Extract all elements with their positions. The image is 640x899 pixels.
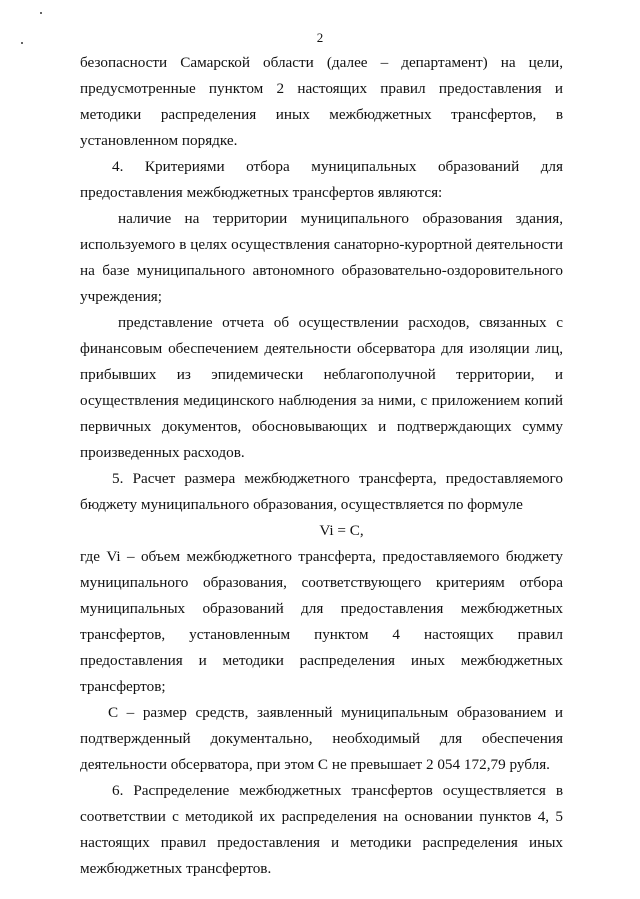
paragraph-criterion-report: представление отчета об осуществлении расходов, связанных с финансовым обеспечением деятельности обсерватора для изоляции лиц, прибывших из эпидемически неблагополучной территории, и осуществления медицинского наблюдения за ними, с приложением копий первичных документов, обосновывающих и подтверждающих сумму произведенных расходов. <box>80 314 563 461</box>
document-body <box>80 50 563 882</box>
paragraph-where-vi: где Vi – объем межбюджетного трансферта, предоставляемого бюджету муниципального образования, соответствующего критериям отбора муниципальных образований для предоставления межбюджетных трансфертов, установленным пунктом 4 настоящих правил предоставления и методики распределения иных межбюджетных трансфертов; <box>80 548 563 695</box>
paragraph-item-5: 5. Расчет размера межбюджетного трансферта, предоставляемого бюджету муниципального образования, осуществляется по формуле <box>80 470 563 513</box>
paragraph-criterion-building: наличие на территории муниципального образования здания, используемого в целях осуществления санаторно-курортной деятельности на базе муниципального автономного образовательно-оздоровительного учреждения; <box>80 210 563 305</box>
paragraph-item-4: 4. Критериями отбора муниципальных образований для предоставления межбюджетных трансфертов являются: <box>80 158 563 201</box>
paragraph-where-c: С – размер средств, заявленный муниципальным образованием и подтвержденный документально, необходимый для обеспечения деятельности обсерватора, при этом С не превышает 2 054 172,79 рубля. <box>80 704 563 773</box>
formula: Vi = C, <box>319 522 364 539</box>
paragraph-item-6: 6. Распределение межбюджетных трансфертов осуществляется в соответствии с методикой их распределения на основании пунктов 4, 5 настоящих правил предоставления и методики распределения иных межбюджетных трансфертов. <box>80 782 563 877</box>
page-number: 2 <box>316 30 324 45</box>
paragraph-intro: безопасности Самарской области (далее – департамент) на цели, предусмотренные пунктом 2 настоящих правил предоставления и методики распределения иных межбюджетных трансфертов, в установленном порядке. <box>80 54 563 149</box>
scan-speck <box>40 12 42 14</box>
